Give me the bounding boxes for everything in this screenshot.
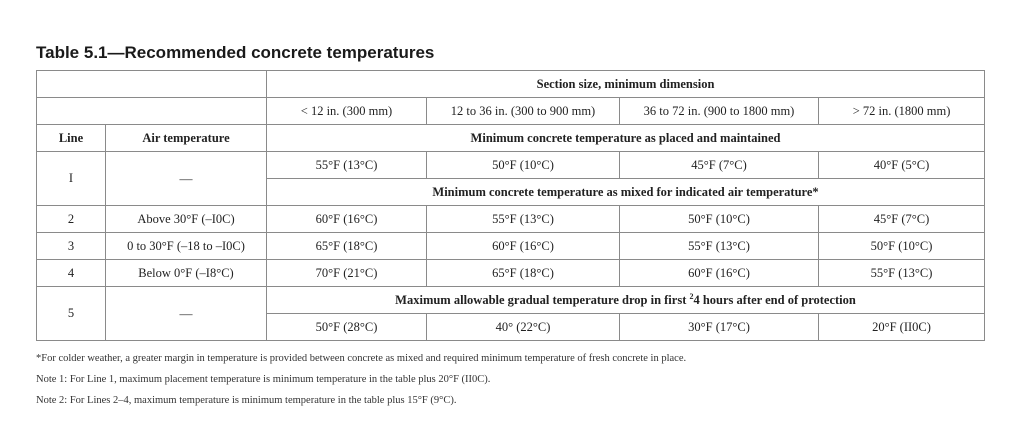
line-column-header: Line [37,125,106,152]
value-cell: 60°F (16°C) [267,206,427,233]
size-column-header: > 72 in. (1800 mm) [819,98,985,125]
air-temperature-cell: — [106,287,267,341]
air-temperature-cell: — [106,152,267,206]
section-size-header: Section size, minimum dimension [267,71,985,98]
size-column-header: 36 to 72 in. (900 to 1800 mm) [620,98,819,125]
max-drop-header-superscript: 2 [689,291,694,301]
blank-header-cell [37,71,267,98]
blank-header-cell [37,98,267,125]
value-cell: 30°F (17°C) [620,314,819,341]
value-cell: 60°F (16°C) [620,260,819,287]
value-cell: 20°F (II0C) [819,314,985,341]
size-column-header: < 12 in. (300 mm) [267,98,427,125]
value-cell: 65°F (18°C) [267,233,427,260]
value-cell: 45°F (7°C) [819,206,985,233]
value-cell: 50°F (28°C) [267,314,427,341]
min-placed-header: Minimum concrete temperature as placed and maintained [267,125,985,152]
value-cell: 55°F (13°C) [819,260,985,287]
value-cell: 65°F (18°C) [427,260,620,287]
max-drop-header [267,287,985,314]
table-row [37,98,985,125]
footnote: *For colder weather, a greater margin in temperature is provided between concrete as mixed and required minimum temperature of fresh concrete in place. [36,353,687,364]
max-drop-header-start: Maximum allowable gradual temperature drop in first [395,293,690,308]
max-drop-header-end: 4 hours after end of protection [693,293,856,308]
air-temperature-cell: 0 to 30°F (–18 to –I0C) [106,233,267,260]
value-cell: 60°F (16°C) [427,233,620,260]
min-mixed-header: Minimum concrete temperature as mixed for indicated air temperature* [267,179,985,206]
air-temperature-cell: Below 0°F (–I8°C) [106,260,267,287]
value-cell: 40°F (5°C) [819,152,985,179]
value-cell: 55°F (13°C) [427,206,620,233]
table-title: Table 5.1—Recommended concrete temperatures [36,43,435,62]
table-row [37,71,985,98]
table-row [37,152,985,179]
concrete-temperature-table [36,70,985,341]
air-temperature-column-header: Air temperature [106,125,267,152]
table-row [37,206,985,233]
line-number-cell: I [37,152,106,206]
value-cell: 55°F (13°C) [620,233,819,260]
table-notes [36,348,686,411]
line-number-cell: 4 [37,260,106,287]
note-1: Note 1: For Line 1, maximum placement temperature is minimum temperature in the table plus 20°F (II0C). [36,374,491,385]
line-number-cell: 2 [37,206,106,233]
value-cell: 40° (22°C) [427,314,620,341]
line-number-cell: 5 [37,287,106,341]
table-row [37,233,985,260]
value-cell: 50°F (10°C) [620,206,819,233]
table-row [37,125,985,152]
value-cell: 45°F (7°C) [620,152,819,179]
value-cell: 50°F (10°C) [819,233,985,260]
table-row [37,287,985,314]
value-cell: 70°F (21°C) [267,260,427,287]
line-number-cell: 3 [37,233,106,260]
note-2: Note 2: For Lines 2–4, maximum temperature is minimum temperature in the table plus 15°F (9°C). [36,395,457,406]
table-row [37,260,985,287]
value-cell: 55°F (13°C) [267,152,427,179]
air-temperature-cell: Above 30°F (–I0C) [106,206,267,233]
size-column-header: 12 to 36 in. (300 to 900 mm) [427,98,620,125]
value-cell: 50°F (10°C) [427,152,620,179]
